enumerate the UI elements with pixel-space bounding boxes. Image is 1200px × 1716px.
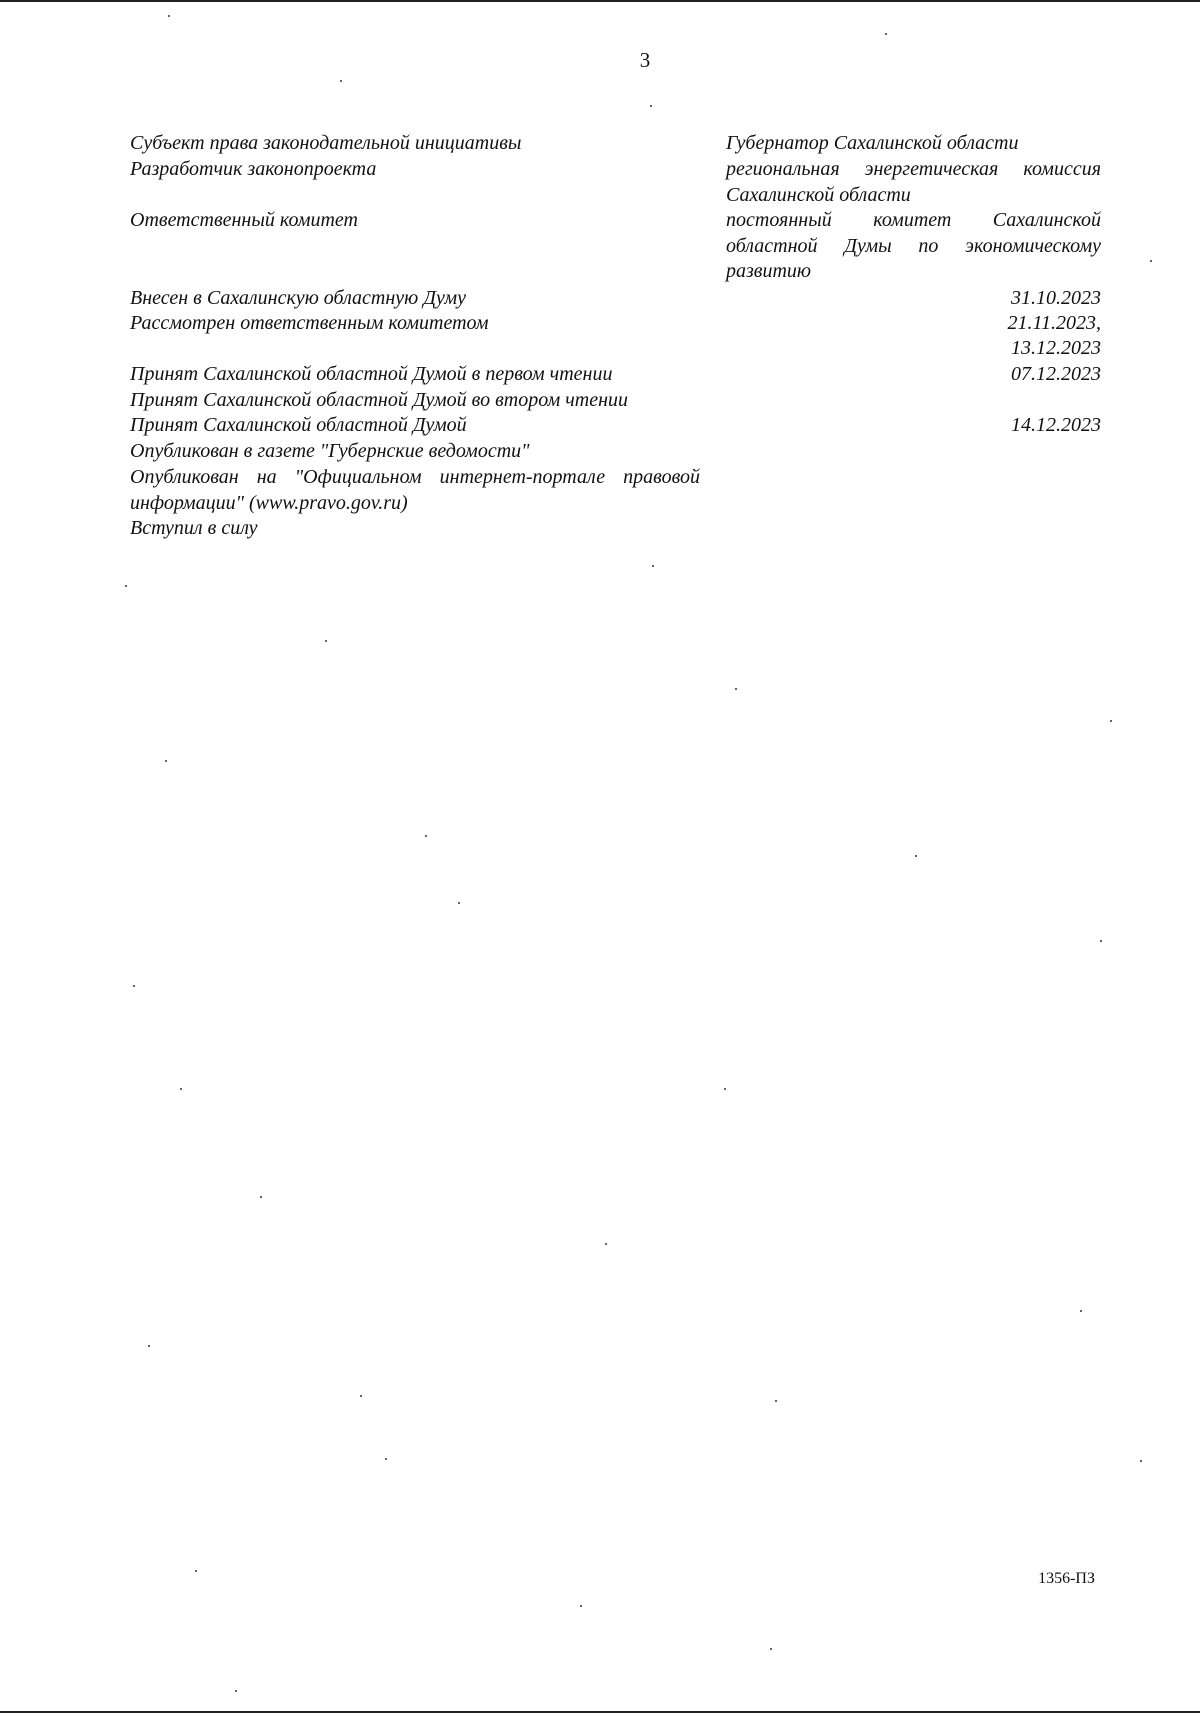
scan-speck: [425, 835, 427, 837]
scan-speck: [605, 1243, 607, 1245]
scan-speck: [325, 640, 327, 642]
scan-speck: [650, 105, 652, 107]
page-number: 3: [639, 48, 651, 72]
developer-label: Разработчик законопроекта: [130, 158, 377, 180]
scan-speck: [1080, 1310, 1082, 1312]
scan-speck: [770, 1648, 772, 1650]
scan-speck: [360, 1395, 362, 1397]
subject-value: Губернатор Сахалинской области: [726, 132, 1019, 154]
scan-speck: [260, 1196, 262, 1198]
scan-top-edge: [0, 0, 1200, 2]
scan-speck: [915, 855, 917, 857]
reviewed-date-2: 13.12.2023: [1011, 337, 1101, 359]
scan-speck: [1140, 1460, 1142, 1462]
scan-speck: [1100, 940, 1102, 942]
scan-speck: [580, 1605, 582, 1607]
developer-value: региональная энергетическая комиссия Сахалинской области: [726, 158, 1101, 206]
adopted-date: 14.12.2023: [1011, 414, 1101, 436]
scan-speck: [458, 902, 460, 904]
scan-speck: [133, 985, 135, 987]
reviewed-label: Рассмотрен ответственным комитетом: [130, 312, 489, 334]
scan-speck: [775, 1400, 777, 1402]
second-reading-label: Принят Сахалинской областной Думой во втором чтении: [130, 389, 629, 411]
scan-speck: [385, 1458, 387, 1460]
subject-label: Субъект права законодательной инициативы: [130, 132, 522, 154]
published-portal-label: Опубликован на "Официальном интернет-портале правовой информации" (www.pravo.gov.ru): [130, 466, 700, 514]
scan-speck: [885, 33, 887, 35]
scan-speck: [148, 1345, 150, 1347]
scan-speck: [195, 1570, 197, 1572]
scan-speck: [340, 80, 342, 82]
scan-speck: [125, 585, 127, 587]
reviewed-date-1: 21.11.2023,: [1007, 312, 1101, 334]
in-force-label: Вступил в силу: [130, 517, 258, 539]
scan-speck: [180, 1088, 182, 1090]
submitted-date: 31.10.2023: [1011, 287, 1101, 309]
scan-speck: [1110, 720, 1112, 722]
committee-label: Ответственный комитет: [130, 209, 358, 231]
committee-value: постоянный комитет Сахалинской областной Думы по экономическому развитию: [726, 209, 1101, 282]
scan-speck: [724, 1088, 726, 1090]
first-reading-label: Принят Сахалинской областной Думой в первом чтении: [130, 363, 613, 385]
first-reading-date: 07.12.2023: [1011, 363, 1101, 385]
scan-speck: [168, 15, 170, 17]
scan-speck: [652, 565, 654, 567]
published-gazette-label: Опубликован в газете "Губернские ведомости": [130, 440, 530, 462]
submitted-label: Внесен в Сахалинскую областную Думу: [130, 287, 467, 309]
scan-speck: [165, 760, 167, 762]
scan-bottom-edge: [0, 1711, 1200, 1713]
adopted-label: Принят Сахалинской областной Думой: [130, 414, 467, 436]
scan-speck: [235, 1690, 237, 1692]
scan-speck: [1150, 260, 1152, 262]
document-code: 1356-ПЗ: [1038, 1570, 1095, 1587]
scan-speck: [735, 688, 737, 690]
